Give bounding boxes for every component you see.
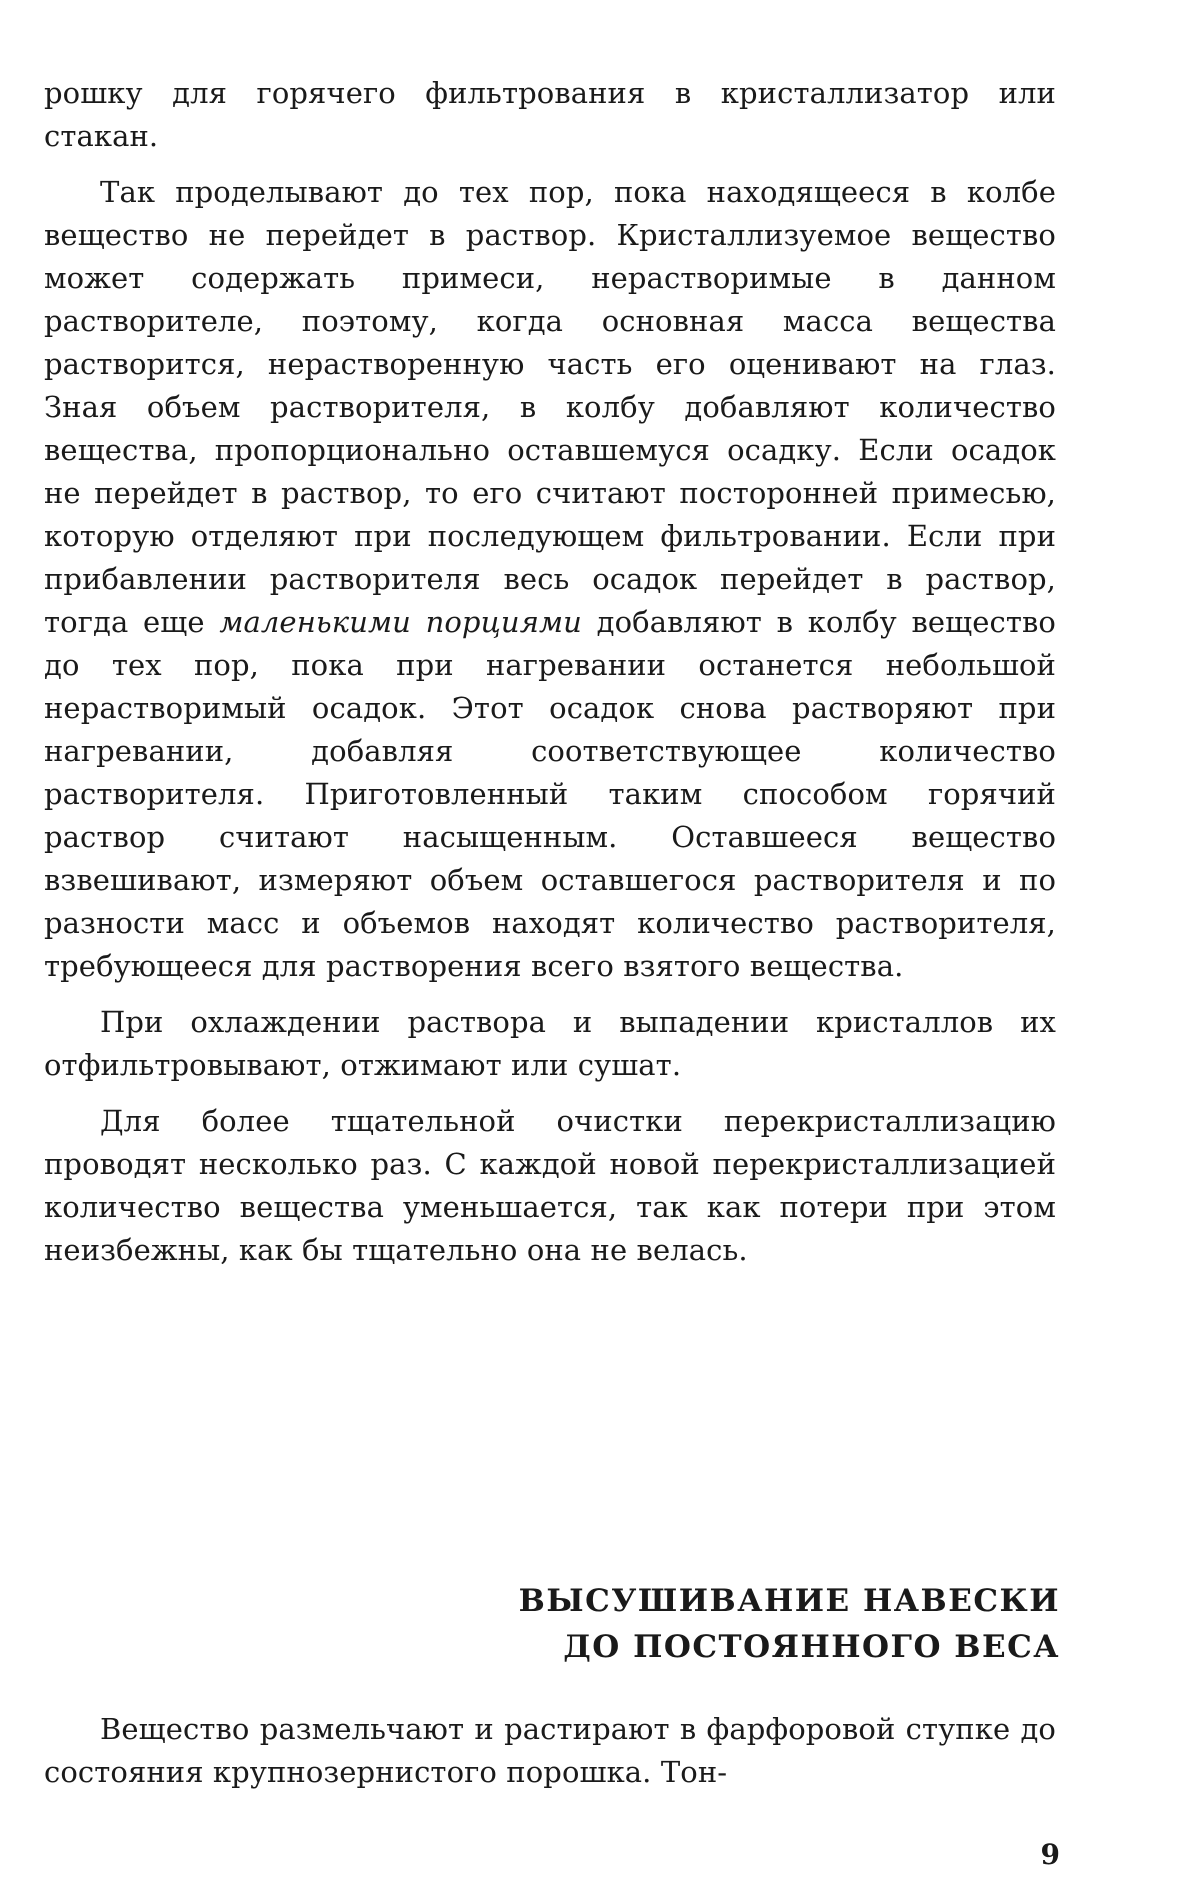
italic-emphasis: маленькими порциями [219,605,582,639]
section-heading-line-2: ДО ПОСТОЯННОГО ВЕСА [563,1629,1060,1665]
body-text [44,72,1056,1272]
section-heading-line-1: ВЫСУШИВАНИЕ НАВЕСКИ [518,1583,1060,1619]
paragraph-part-2: добавляют в колбу вещество до тех пор, пока при нагревании останется небольшой нерастворимый осадок. Этот осадок снова растворяют при нагревании, добавляя соответствующее количество растворителя. Приготовленный таким способом горячий раствор считают насыщенным. Оставшееся вещество взвешивают, измеряют объем оставшегося растворителя и по разности масс и объемов находят количество растворителя, требующееся для растворения всего взятого вещества. [44,605,1056,983]
section-heading [519,1578,1060,1670]
paragraph-part-1: Так проделывают до тех пор, пока находящееся в колбе вещество не перейдет в раствор. Кристаллизуемое вещество может содержать примеси, нерастворимые в данном растворителе, поэтому, когда основная масса вещества растворится, нерастворенную часть его оценивают на глаз. Зная объем растворителя, в колбу добавляют количество вещества, пропорционально оставшемуся осадку. Если осадок не перейдет в раствор, то его считают посторонней примесью, которую отделяют при последующем фильтровании. Если при прибавлении растворителя весь осадок перейдет в раствор, тогда еще [44,175,1056,639]
paragraph-recrystallization-procedure [44,171,1056,988]
section-body [44,1708,1056,1794]
page-number: 9 [1040,1838,1060,1871]
paragraph-repeated-purification: Для более тщательной очистки перекристаллизацию проводят несколько раз. С каждой новой перекристаллизацией количество вещества уменьшается, так как потери при этом неизбежны, как бы тщательно она не велась. [44,1104,1056,1267]
paragraph-continuation: рошку для горячего фильтрования в кристаллизатор или стакан. [44,76,1056,153]
paragraph-cooling: При охлаждении раствора и выпадении кристаллов их отфильтровывают, отжимают или сушат. [44,1005,1056,1082]
paragraph-grinding: Вещество размельчают и растирают в фарфоровой ступке до состояния крупнозернистого порошка. Тон- [44,1712,1056,1789]
